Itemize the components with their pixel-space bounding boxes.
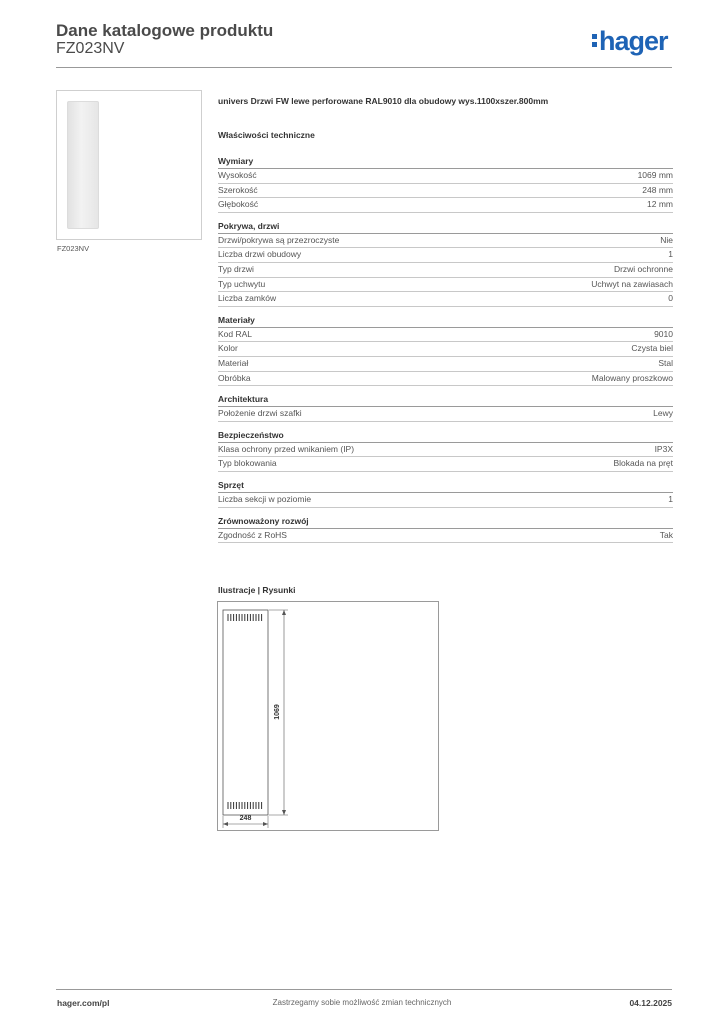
spec-value: 9010 — [654, 328, 673, 339]
product-description: univers Drzwi FW lewe perforowane RAL9010 dla obudowy wys.1100xszer.800mm — [218, 96, 549, 106]
spec-row — [218, 328, 673, 343]
spec-value: Lewy — [653, 408, 673, 419]
spec-value: Nie — [660, 234, 673, 245]
spec-label: Typ drzwi — [218, 263, 254, 274]
page-title: Dane katalogowe produktu — [56, 21, 274, 40]
spec-label: Typ uchwytu — [218, 278, 266, 289]
spec-group — [218, 393, 673, 422]
spec-row — [218, 443, 673, 458]
spec-row — [218, 357, 673, 372]
spec-group-title: Sprzęt — [218, 479, 673, 493]
spec-label: Szerokość — [218, 184, 258, 195]
spec-row — [218, 278, 673, 293]
spec-group-title: Wymiary — [218, 155, 673, 169]
spec-row — [218, 263, 673, 278]
spec-row — [218, 184, 673, 199]
spec-group — [218, 479, 673, 508]
spec-label: Położenie drzwi szafki — [218, 408, 302, 419]
hager-logo — [592, 28, 668, 55]
spec-value: 248 mm — [642, 184, 673, 195]
spec-label: Wysokość — [218, 170, 257, 180]
spec-value: Stal — [658, 357, 673, 368]
spec-group-title: Materiały — [218, 314, 673, 328]
door-outline — [223, 610, 268, 815]
logo-text: hager — [599, 26, 668, 56]
spec-value: Tak — [659, 529, 673, 540]
spec-row — [218, 457, 673, 472]
spec-group-title: Bezpieczeństwo — [218, 429, 673, 443]
spec-value: Blokada na pręt — [613, 458, 673, 469]
spec-row — [218, 407, 673, 422]
thumbnail-caption: FZ023NV — [57, 244, 90, 253]
spec-value: 1 — [668, 249, 673, 260]
spec-label: Liczba drzwi obudowy — [218, 249, 302, 260]
spec-value: IP3X — [654, 443, 673, 454]
spec-label: Typ blokowania — [218, 458, 277, 469]
door-drawing — [218, 602, 440, 832]
door-image — [67, 101, 99, 229]
spec-label: Klasa ochrony przed wnikaniem (IP) — [218, 443, 355, 454]
spec-value: 1 — [668, 493, 673, 504]
spec-value: Uchwyt na zawiasach — [591, 278, 673, 289]
spec-label: Kod RAL — [218, 328, 253, 339]
spec-label: Liczba sekcji w poziomie — [218, 493, 312, 504]
spec-row — [218, 372, 673, 387]
spec-row — [218, 234, 673, 249]
spec-group — [218, 515, 673, 544]
footer-website-link[interactable]: hager.com/pl — [57, 998, 110, 1008]
width-arrow-right — [263, 822, 268, 826]
product-code: FZ023NV — [56, 40, 125, 57]
spec-value: 1069 mm — [637, 170, 673, 180]
spec-row — [218, 493, 673, 508]
vent-slots-top — [228, 614, 262, 621]
spec-value: 0 — [668, 293, 673, 304]
spec-label: Głębokość — [218, 199, 259, 210]
spec-label: Drzwi/pokrywa są przezroczyste — [218, 234, 340, 245]
spec-label: Kolor — [218, 343, 238, 354]
spec-label: Zgodność z RoHS — [218, 529, 287, 540]
height-arrow-bottom — [282, 810, 286, 815]
spec-row — [218, 529, 673, 544]
spec-label: Liczba zamków — [218, 293, 277, 304]
spec-value: Czysta biel — [631, 343, 673, 354]
spec-row — [218, 248, 673, 263]
height-label: 1069 — [274, 704, 281, 720]
spec-group-title: Architektura — [218, 393, 673, 407]
spec-label: Materiał — [218, 357, 249, 368]
spec-group — [218, 220, 673, 307]
spec-row — [218, 198, 673, 213]
spec-row — [218, 292, 673, 307]
product-thumbnail — [56, 90, 202, 240]
spec-group — [218, 314, 673, 386]
spec-group-title: Zrównoważony rozwój — [218, 515, 673, 529]
technical-properties-heading: Właściwości techniczne — [218, 130, 315, 140]
footer-divider — [56, 989, 672, 990]
logo-colon-icon — [592, 32, 597, 49]
height-arrow-top — [282, 610, 286, 615]
spec-value: Drzwi ochronne — [613, 263, 673, 274]
illustrations-heading: Ilustracje | Rysunki — [218, 585, 296, 595]
spec-group-title: Pokrywa, drzwi — [218, 220, 673, 234]
spec-group — [218, 155, 673, 213]
spec-value: Malowany proszkowo — [591, 372, 673, 383]
spec-value: 12 mm — [647, 199, 673, 210]
width-arrow-left — [223, 822, 228, 826]
footer-notice: Zastrzegamy sobie możliwość zmian technicznych — [272, 998, 452, 1007]
header-divider — [56, 67, 672, 68]
spec-row — [218, 342, 673, 357]
vent-slots-bottom — [228, 802, 262, 809]
spec-row — [218, 169, 673, 184]
footer-date: 04.12.2025 — [629, 998, 672, 1008]
specs-table — [218, 155, 673, 550]
width-label: 248 — [239, 815, 252, 822]
spec-group — [218, 429, 673, 472]
spec-label: Obróbka — [218, 372, 251, 383]
technical-drawing — [217, 601, 439, 831]
